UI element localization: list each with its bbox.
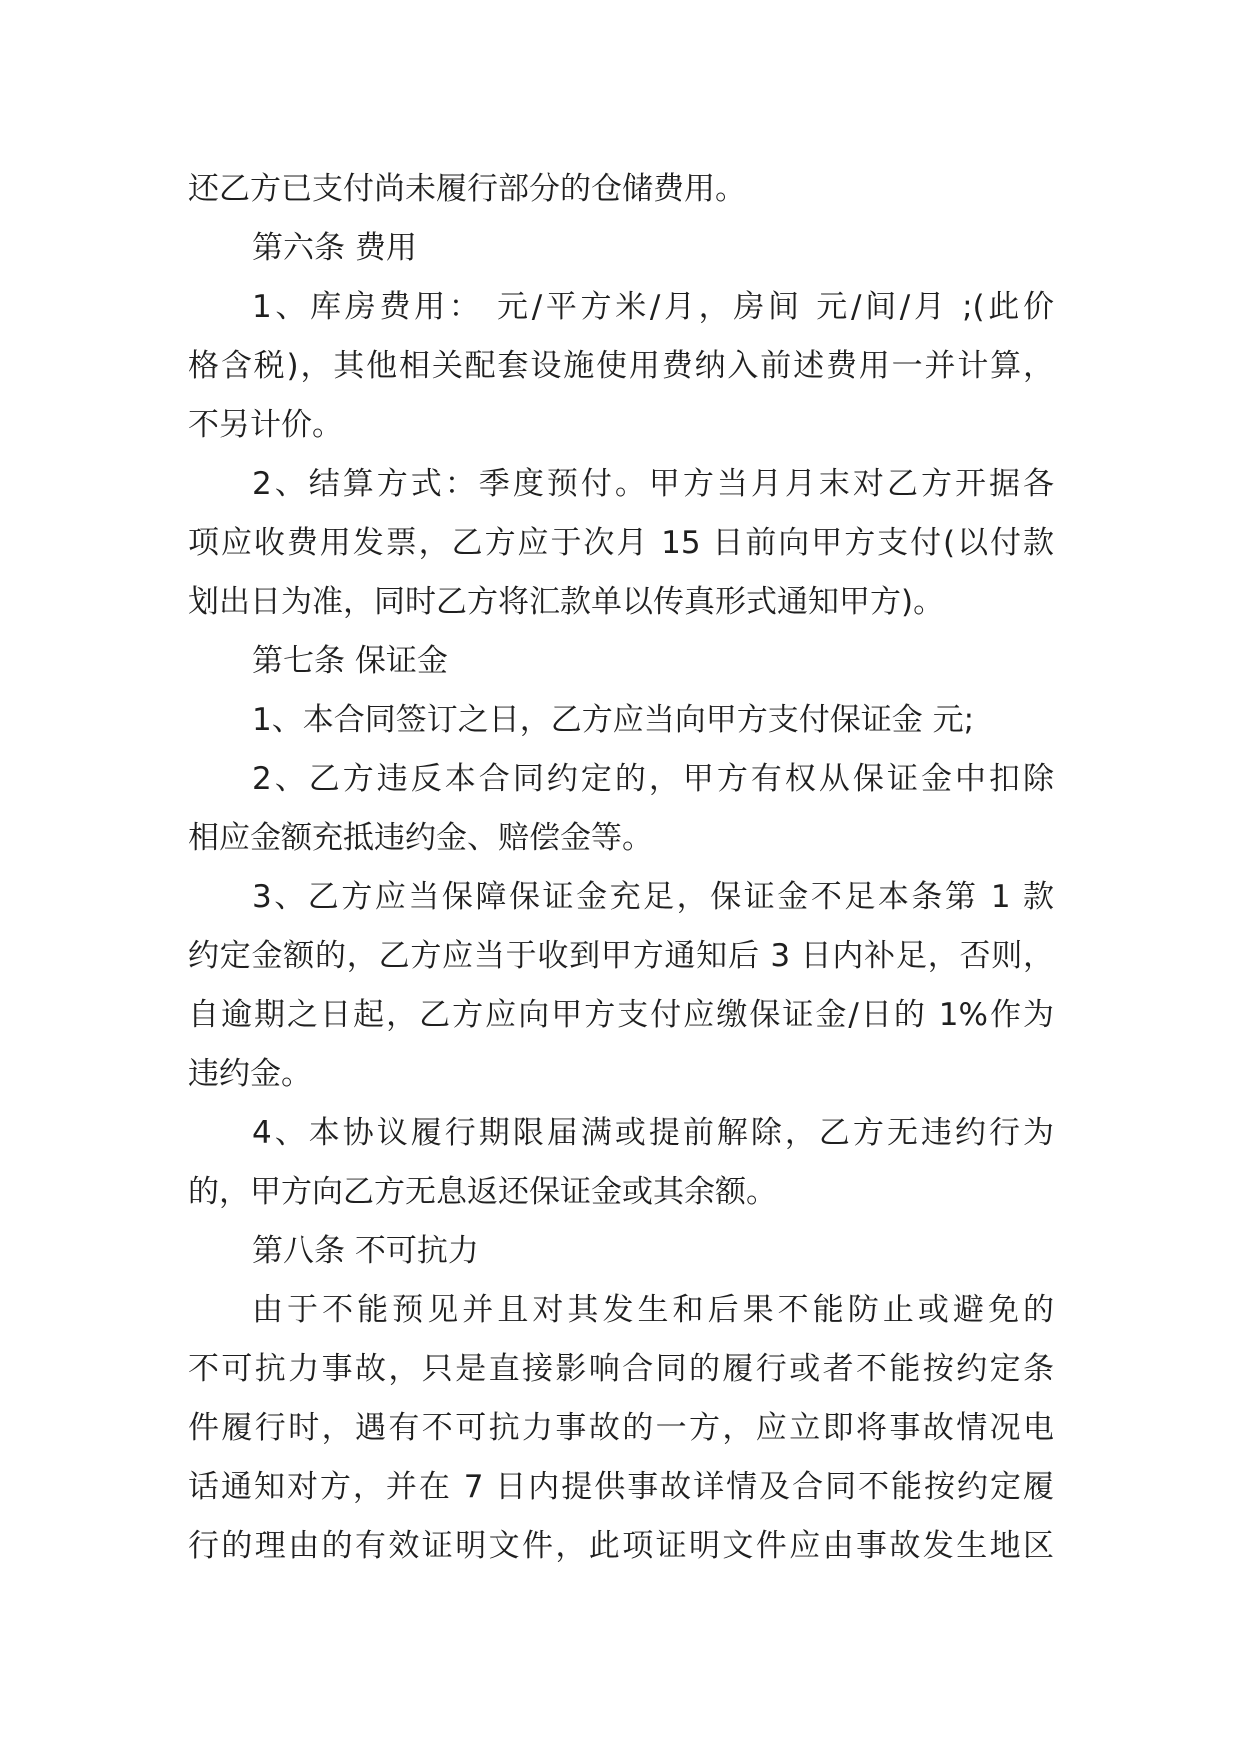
text-line: 项应收费用发票，乙方应于次月 15 日前向甲方支付(以付款 [188,525,1054,561]
document-body [188,160,1054,1576]
text-line: 不可抗力事故，只是直接影响合同的履行或者不能按约定条 [188,1351,1054,1387]
text-line: 违约金。 [188,1056,312,1092]
text-line: 格含税)，其他相关配套设施使用费纳入前述费用一并计算， [188,348,1054,384]
text-line: 第七条 保证金 [252,643,448,679]
text-line: 约定金额的，乙方应当于收到甲方通知后 3 日内补足，否则， [188,938,1054,974]
text-line: 由于不能预见并且对其发生和后果不能防止或避免的 [252,1292,1054,1328]
text-line: 话通知对方，并在 7 日内提供事故详情及合同不能按约定履 [188,1469,1054,1505]
text-line: 相应金额充抵违约金、赔偿金等。 [188,820,653,856]
text-line: 划出日为准，同时乙方将汇款单以传真形式通知甲方)。 [188,584,945,620]
text-line: 4、本协议履行期限届满或提前解除，乙方无违约行为 [252,1115,1054,1151]
text-line: 第六条 费用 [252,230,417,266]
text-line: 3、乙方应当保障保证金充足，保证金不足本条第 1 款 [252,879,1054,915]
text-line: 2、结算方式：季度预付。甲方当月月末对乙方开据各 [252,466,1054,502]
text-line: 第八条 不可抗力 [252,1233,479,1269]
text-line: 2、乙方违反本合同约定的，甲方有权从保证金中扣除 [252,761,1054,797]
text-line: 自逾期之日起，乙方应向甲方支付应缴保证金/日的 1%作为 [188,997,1054,1033]
text-line: 1、本合同签订之日，乙方应当向甲方支付保证金 元; [252,702,975,738]
text-line: 件履行时，遇有不可抗力事故的一方，应立即将事故情况电 [188,1410,1054,1446]
text-line: 1、库房费用： 元/平方米/月，房间 元/间/月 ;(此价 [252,289,1054,325]
text-line: 行的理由的有效证明文件，此项证明文件应由事故发生地区 [188,1528,1054,1564]
text-line: 的，甲方向乙方无息返还保证金或其余额。 [188,1174,777,1210]
text-line: 不另计价。 [188,407,343,443]
text-line: 还乙方已支付尚未履行部分的仓储费用。 [188,171,746,207]
